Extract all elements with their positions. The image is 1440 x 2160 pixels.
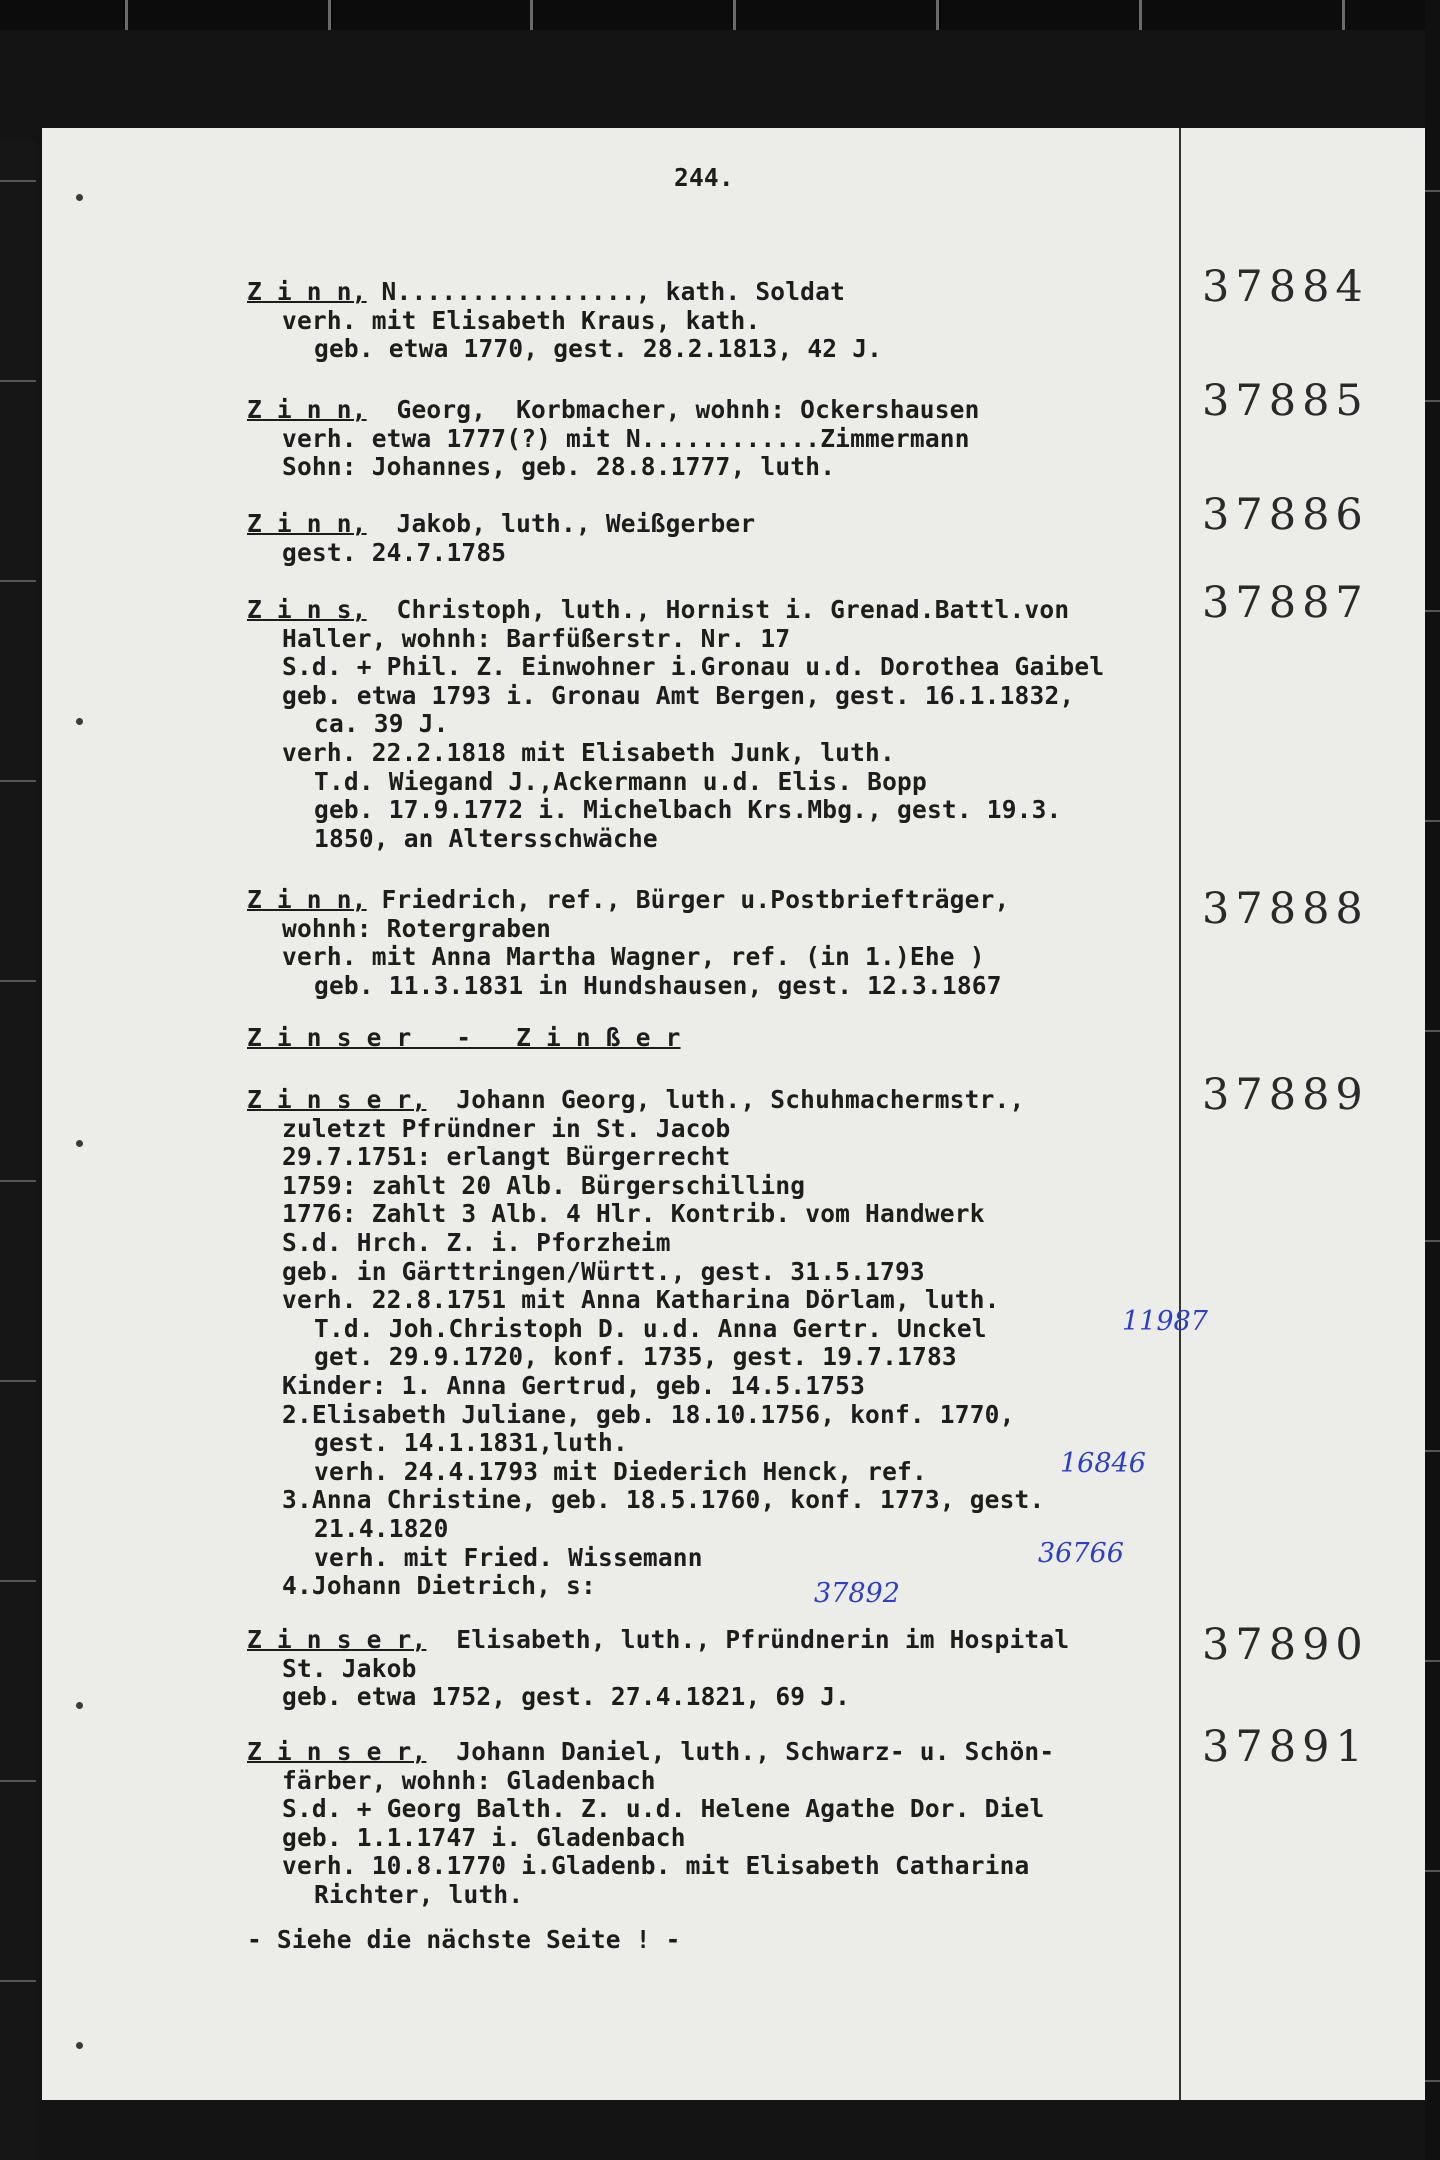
record-number: 37885 xyxy=(1202,376,1369,426)
surname: Z i n n, xyxy=(247,885,367,914)
film-tick xyxy=(0,1780,36,1782)
entry-line: verh. 24.4.1793 mit Diederich Henck, ref. xyxy=(314,1456,927,1486)
entry-line: geb. 11.3.1831 in Hundshausen, gest. 12.3.1867 xyxy=(314,970,1002,1000)
entry-line: S.d. + Phil. Z. Einwohner i.Gronau u.d. Dorothea Gaibel xyxy=(282,652,1105,682)
entry-line: wohnh: Rotergraben xyxy=(282,913,552,943)
record-number: 37884 xyxy=(1202,262,1369,312)
surname: Z i n s e r, xyxy=(247,1737,427,1766)
entry-details: Georg, Korbmacher, wohnh: Ockershausen xyxy=(366,395,980,424)
entry-line: verh. 22.2.1818 mit Elisabeth Junk, luth. xyxy=(282,738,895,767)
entry-line: geb. etwa 1793 i. Gronau Amt Bergen, gest. 16.1.1832, xyxy=(282,680,1075,710)
film-tick xyxy=(0,1580,36,1582)
handwritten-ref: 36766 xyxy=(1038,1538,1124,1569)
entry-headline xyxy=(247,278,845,306)
record-number: 37890 xyxy=(1202,1620,1369,1670)
film-tick xyxy=(0,980,36,982)
entry-details: Johann Daniel, luth., Schwarz- u. Schön- xyxy=(426,1737,1055,1766)
punch-hole xyxy=(76,718,83,725)
film-tick xyxy=(1425,2080,1440,2082)
handwritten-ref: 11987 xyxy=(1122,1306,1208,1337)
film-edge-left xyxy=(0,140,36,2160)
entry-details: Johann Georg, luth., Schuhmachermstr., xyxy=(426,1085,1025,1114)
entry-details: Jakob, luth., Weißgerber xyxy=(366,509,756,538)
film-mark xyxy=(328,0,331,30)
entry-headline xyxy=(247,886,1009,914)
entry-line: Kinder: 1. Anna Gertrud, geb. 14.5.1753 xyxy=(282,1371,866,1400)
entry-line: Richter, luth. xyxy=(314,1880,524,1909)
film-tick xyxy=(0,180,36,182)
surname: Z i n s, xyxy=(247,595,367,624)
handwritten-ref: 37892 xyxy=(814,1578,900,1609)
record-number: 37889 xyxy=(1202,1070,1369,1120)
punch-hole xyxy=(76,2042,83,2049)
film-tick xyxy=(0,1380,36,1382)
film-tick xyxy=(1425,400,1440,402)
punch-hole xyxy=(76,194,83,201)
entry-details: Friedrich, ref., Bürger u.Postbriefträger, xyxy=(366,885,1010,914)
entry-line: 1759: zahlt 20 Alb. Bürgerschilling xyxy=(282,1170,806,1200)
film-tick xyxy=(1425,1870,1440,1872)
entry-headline xyxy=(247,1086,1024,1114)
entry-line: geb. etwa 1770, gest. 28.2.1813, 42 J. xyxy=(314,334,883,364)
entry-line: Haller, wohnh: Barfüßerstr. Nr. 17 xyxy=(282,623,791,653)
entry-line: 4.Johann Dietrich, s: xyxy=(282,1571,596,1601)
film-tick xyxy=(1425,1030,1440,1032)
page-number: 244. xyxy=(674,163,734,192)
entry-line: färber, wohnh: Gladenbach xyxy=(282,1765,656,1795)
entry-line: 3.Anna Christine, geb. 18.5.1760, konf. 1773, gest. xyxy=(282,1485,1045,1515)
document-page xyxy=(42,128,1425,2100)
film-tick xyxy=(0,380,36,382)
entry-headline xyxy=(247,396,980,424)
punch-hole xyxy=(76,1702,83,1709)
entry-line: geb. etwa 1752, gest. 27.4.1821, 69 J. xyxy=(282,1682,851,1712)
record-number: 37891 xyxy=(1202,1722,1369,1772)
entry-line: 1850, an Altersschwäche xyxy=(314,823,658,853)
record-number: 37887 xyxy=(1202,578,1369,628)
record-number: 37886 xyxy=(1202,490,1369,540)
entry-line: ca. 39 J. xyxy=(314,709,449,739)
film-tick xyxy=(1425,190,1440,192)
entry-line: verh. 22.8.1751 mit Anna Katharina Dörlam, luth. xyxy=(282,1285,1000,1315)
film-mark xyxy=(1342,0,1345,30)
surname: Z i n n, xyxy=(247,395,367,424)
handwritten-ref: 16846 xyxy=(1060,1448,1146,1479)
surname: Z i n s e r, xyxy=(247,1625,427,1654)
entry-line: geb. 17.9.1772 i. Michelbach Krs.Mbg., gest. 19.3. xyxy=(314,795,1062,825)
entry-line: T.d. Joh.Christoph D. u.d. Anna Gertr. Unckel xyxy=(314,1313,987,1343)
entry-line: S.d. Hrch. Z. i. Pforzheim xyxy=(282,1228,671,1257)
surname: Z i n s e r, xyxy=(247,1085,427,1114)
film-tick xyxy=(1425,820,1440,822)
entry-headline xyxy=(247,1626,1069,1654)
entry-line: verh. etwa 1777(?) mit N............Zimmermann xyxy=(282,423,970,453)
entry-line: verh. mit Elisabeth Kraus, kath. xyxy=(282,305,761,335)
film-tick xyxy=(0,780,36,782)
entry-headline xyxy=(247,1738,1054,1766)
film-mark xyxy=(733,0,736,30)
entry-line: 29.7.1751: erlangt Bürgerrecht xyxy=(282,1142,731,1172)
surname: Z i n n, xyxy=(247,277,367,306)
entry-details: Christoph, luth., Hornist i. Grenad.Battl.von xyxy=(366,595,1070,624)
punch-hole xyxy=(76,1140,83,1147)
film-tick xyxy=(0,1980,36,1982)
entry-headline xyxy=(247,596,1069,624)
film-tick xyxy=(0,580,36,582)
entry-line: St. Jakob xyxy=(282,1653,417,1683)
film-tick xyxy=(1425,1450,1440,1452)
entry-line: zuletzt Pfründner in St. Jacob xyxy=(282,1113,731,1143)
entry-line: geb. 1.1.1747 i. Gladenbach xyxy=(282,1822,686,1852)
entry-line: verh. 10.8.1770 i.Gladenb. mit Elisabeth Catharina xyxy=(282,1851,1030,1881)
entry-line: geb. in Gärttringen/Württ., gest. 31.5.1793 xyxy=(282,1256,925,1286)
entry-line: verh. mit Anna Martha Wagner, ref. (in 1.)Ehe ) xyxy=(282,942,985,972)
film-tick xyxy=(0,1180,36,1182)
film-strip xyxy=(0,0,1440,30)
entry-line: verh. mit Fried. Wissemann xyxy=(314,1542,703,1572)
entry-details: N................, kath. Soldat xyxy=(366,277,846,306)
film-edge-right xyxy=(1425,0,1440,2160)
entry-line: get. 29.9.1720, konf. 1735, gest. 19.7.1783 xyxy=(314,1342,957,1372)
surname: Z i n n, xyxy=(247,509,367,538)
film-mark xyxy=(1139,0,1142,30)
entry-line: Sohn: Johannes, geb. 28.8.1777, luth. xyxy=(282,452,836,482)
entry-details: Elisabeth, luth., Pfründnerin im Hospital xyxy=(426,1625,1070,1654)
entry-line: T.d. Wiegand J.,Ackermann u.d. Elis. Bopp xyxy=(314,766,927,796)
film-mark xyxy=(125,0,128,30)
entry-line: 21.4.1820 xyxy=(314,1514,449,1543)
film-tick xyxy=(1425,1660,1440,1662)
entry-line: 2.Elisabeth Juliane, geb. 18.10.1756, konf. 1770, xyxy=(282,1399,1015,1429)
entry-line: 1776: Zahlt 3 Alb. 4 Hlr. Kontrib. vom Handwerk xyxy=(282,1199,985,1229)
entry-headline xyxy=(247,510,755,538)
entry-line: gest. 14.1.1831,luth. xyxy=(314,1428,628,1458)
record-number: 37888 xyxy=(1202,884,1369,934)
entry-line: gest. 24.7.1785 xyxy=(282,537,507,567)
column-rule xyxy=(1179,128,1181,2100)
section-heading: Z i n s e r - Z i n ß e r xyxy=(247,1023,681,1052)
film-tick xyxy=(1425,610,1440,612)
footer-note: - Siehe die nächste Seite ! - xyxy=(247,1925,681,1954)
film-mark xyxy=(530,0,533,30)
entry-line: S.d. + Georg Balth. Z. u.d. Helene Agathe Dor. Diel xyxy=(282,1794,1045,1824)
film-tick xyxy=(1425,1240,1440,1242)
film-mark xyxy=(936,0,939,30)
